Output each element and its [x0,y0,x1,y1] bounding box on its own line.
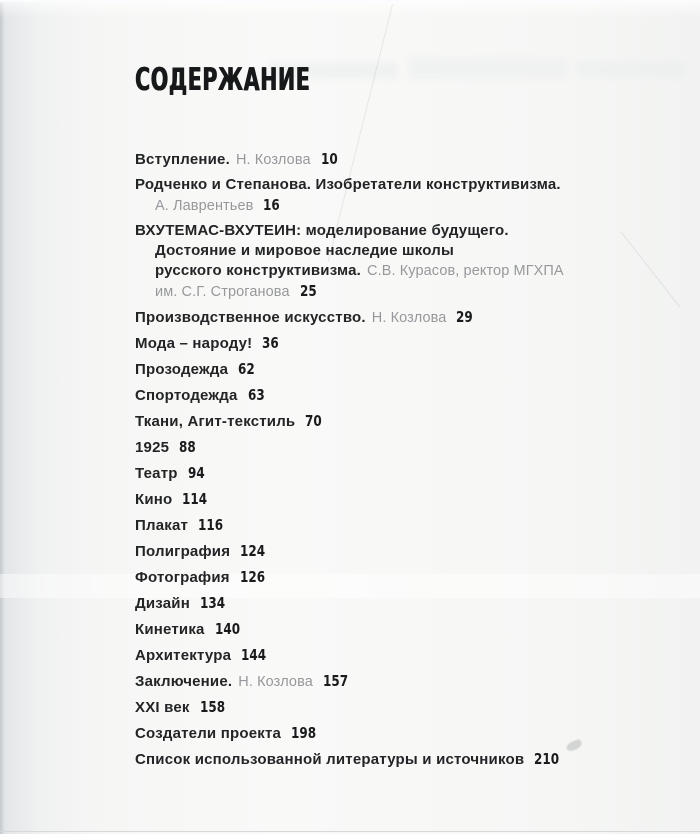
scan-ghost-artifact [575,61,685,78]
page-top-edge [0,0,700,2]
toc-entry-page-number: 210 [534,750,560,768]
toc-entry-page-number: 63 [247,386,265,404]
toc-entry-page-number: 114 [182,490,208,508]
toc-entry-title: Кино [135,491,173,508]
toc-entry [135,489,690,510]
toc-line [135,149,690,170]
toc-entry-title: Архитектура [135,647,232,664]
toc-line [135,567,690,588]
toc-line [135,463,690,484]
toc-entry-title: русского конструктивизма. [155,262,362,279]
toc-entry-title: Список использованной литературы и источников [135,751,525,768]
toc-entry-author: Н. Козлова [235,152,311,168]
toc-entry-author: А. Лаврентьев [155,198,254,214]
toc-line [135,593,690,614]
toc-line [135,437,690,458]
toc-line [135,411,690,432]
toc-line [135,221,690,241]
toc-line [135,671,690,692]
toc-entry-title: Спортодежда [135,387,238,404]
toc-entry [135,411,690,432]
toc-entry-author: Н. Козлова [238,674,313,690]
toc-entry [135,619,690,640]
toc-entry [135,463,690,484]
toc-line [135,241,690,261]
toc-entry-title: Производственное искусство. [135,309,366,326]
toc-line [135,195,690,216]
toc-entry-page-number: 36 [262,334,280,352]
toc-entry-page-number: 140 [214,620,240,638]
toc-line [135,515,690,536]
toc-line [135,359,690,380]
toc-entry-title: Вступление. [135,151,230,168]
toc-entry-title: Театр [135,465,178,482]
toc-line [135,541,690,562]
toc-entry-title: Плакат [135,517,189,534]
toc-entry-page-number: 157 [322,672,348,690]
toc-entry-title: XXI век [135,699,190,716]
toc-entry-author: им. С.Г. Строганова [155,284,290,300]
toc-line [135,281,690,302]
toc-entry [135,221,690,302]
scan-ghost-artifact [408,57,568,80]
toc-line [135,489,690,510]
page-bottom-edge [0,831,700,832]
page-title: СОДЕРЖАНИЕ [135,62,311,98]
toc-entry-page-number: 134 [200,594,226,612]
toc-entry-title: Создатели проекта [135,725,282,742]
toc-entry [135,437,690,458]
toc-entry-title: Заключение. [135,673,233,690]
toc-entry [135,567,690,588]
toc-line [135,333,690,354]
toc-entry [135,385,690,406]
toc-entry [135,149,690,170]
toc-entry-page-number: 158 [199,698,225,716]
toc-entry [135,749,690,770]
toc-entry [135,723,690,744]
table-of-contents [135,149,690,775]
toc-line [135,645,690,666]
toc-line [135,749,690,770]
toc-entry [135,671,690,692]
toc-entry-title: ВХУТЕМАС-ВХУТЕИН: моделирование будущего. [135,222,509,239]
toc-entry-page-number: 70 [305,412,323,430]
toc-entry [135,645,690,666]
toc-entry-title: 1925 [135,439,170,456]
toc-entry [135,359,690,380]
toc-entry-title: Ткани, Агит-текстиль [135,413,296,430]
toc-entry [135,307,690,328]
toc-line [135,385,690,406]
toc-entry [135,515,690,536]
toc-entry-page-number: 94 [187,464,205,482]
toc-entry [135,593,690,614]
toc-line [135,619,690,640]
toc-line [135,175,690,195]
toc-entry-page-number: 126 [239,568,265,586]
toc-entry-page-number: 88 [179,438,196,456]
toc-entry-page-number: 116 [198,516,224,534]
toc-entry-title: Кинетика [135,621,205,638]
toc-entry [135,541,690,562]
toc-entry-title: Дизайн [135,595,190,612]
toc-entry-title: Достояние и мировое наследие школы [155,242,454,259]
toc-entry-author: С.В. Курасов, ректор МГХПА [367,263,564,279]
toc-entry [135,175,690,216]
toc-entry-page-number: 144 [241,646,267,664]
toc-line [135,723,690,744]
toc-line [135,307,690,328]
toc-entry-page-number: 25 [299,282,317,300]
toc-entry-author: Н. Козлова [371,310,447,326]
toc-entry-page-number: 16 [263,196,281,214]
toc-entry-title: Фотография [135,569,230,586]
toc-entry [135,697,690,718]
toc-entry-title: Полиграфия [135,543,231,560]
toc-entry-page-number: 124 [240,542,266,560]
toc-entry [135,333,690,354]
toc-entry-title: Прозодежда [135,361,229,378]
toc-entry-page-number: 29 [456,308,474,326]
toc-entry-page-number: 198 [291,724,317,742]
toc-line [135,697,690,718]
toc-line [135,261,690,281]
toc-entry-page-number: 10 [320,150,338,168]
toc-entry-page-number: 62 [238,360,255,378]
toc-entry-title: Мода – народу! [135,335,253,352]
toc-entry-title: Родченко и Степанова. Изобретатели конструктивизма. [135,176,561,193]
